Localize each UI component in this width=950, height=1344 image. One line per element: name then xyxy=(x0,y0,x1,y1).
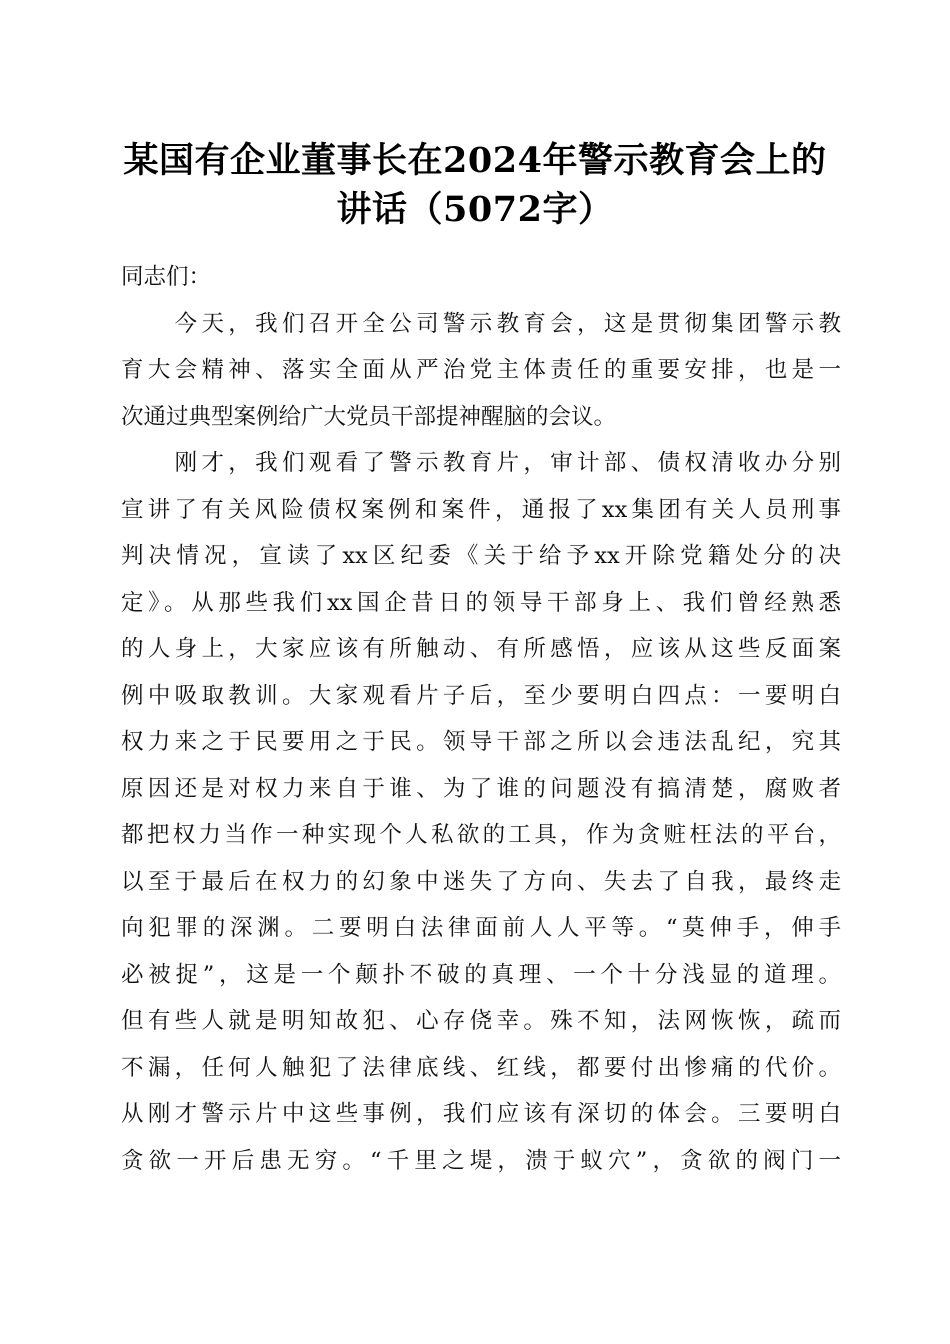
paragraph-2 xyxy=(121,440,841,1184)
paragraph-line: 不漏，任何人触犯了法律底线、红线，都要付出惨痛的代价。 xyxy=(121,1054,841,1081)
paragraph-line: 次通过典型案例给广大党员干部提神醒脑的会议。 xyxy=(121,403,617,430)
paragraph-line: 必被捉”，这是一个颠扑不破的真理、一个十分浅显的道理。 xyxy=(121,961,841,988)
paragraph-line: 判决情况，宣读了xx区纪委《关于给予xx开除党籍处分的决 xyxy=(121,543,841,569)
document-body xyxy=(121,254,841,1184)
paragraph-line: 原因还是对权力来自于谁、为了谁的问题没有搞清楚，腐败者 xyxy=(121,775,841,802)
title-line-2: 讲话（5072字） xyxy=(336,189,614,230)
paragraph-line: 从刚才警示片中这些事例，我们应该有深切的体会。三要明白 xyxy=(121,1101,841,1127)
paragraph-line: 都把权力当作一种实现个人私欲的工具，作为贪赃枉法的平台， xyxy=(121,822,841,848)
greeting: 同志们： xyxy=(121,264,212,290)
document-title xyxy=(110,136,840,234)
paragraph-line: 育大会精神、落实全面从严治党主体责任的重要安排，也是一 xyxy=(121,357,841,383)
paragraph-line: 今天，我们召开全公司警示教育会，这是贯彻集团警示教 xyxy=(121,310,841,337)
title-line-1: 某国有企业董事长在2024年警示教育会上的 xyxy=(123,140,827,181)
paragraph-line: 例中吸取教训。大家观看片子后，至少要明白四点：一要明白 xyxy=(121,682,841,709)
paragraph-line: 刚才，我们观看了警示教育片，审计部、债权清收办分别 xyxy=(121,450,841,476)
paragraph-line: 的人身上，大家应该有所触动、有所感悟，应该从这些反面案 xyxy=(121,636,841,662)
paragraph-line: 以至于最后在权力的幻象中迷失了方向、失去了自我，最终走 xyxy=(121,868,841,895)
paragraph-line: 宣讲了有关风险债权案例和案件，通报了xx集团有关人员刑事 xyxy=(121,496,841,523)
paragraph-line: 向犯罪的深渊。二要明白法律面前人人平等。“莫伸手，伸手 xyxy=(121,915,841,941)
paragraph-line: 贪欲一开后患无穷。“千里之堤，溃于蚁穴”，贪欲的阀门一 xyxy=(121,1147,841,1174)
paragraph-line: 但有些人就是明知故犯、心存侥幸。殊不知，法网恢恢，疏而 xyxy=(121,1008,841,1034)
paragraph-line: 权力来之于民要用之于民。领导干部之所以会违法乱纪，究其 xyxy=(121,729,841,755)
paragraph-1 xyxy=(121,301,841,441)
paragraph-line: 定》。从那些我们xx国企昔日的领导干部身上、我们曾经熟悉 xyxy=(121,589,841,616)
